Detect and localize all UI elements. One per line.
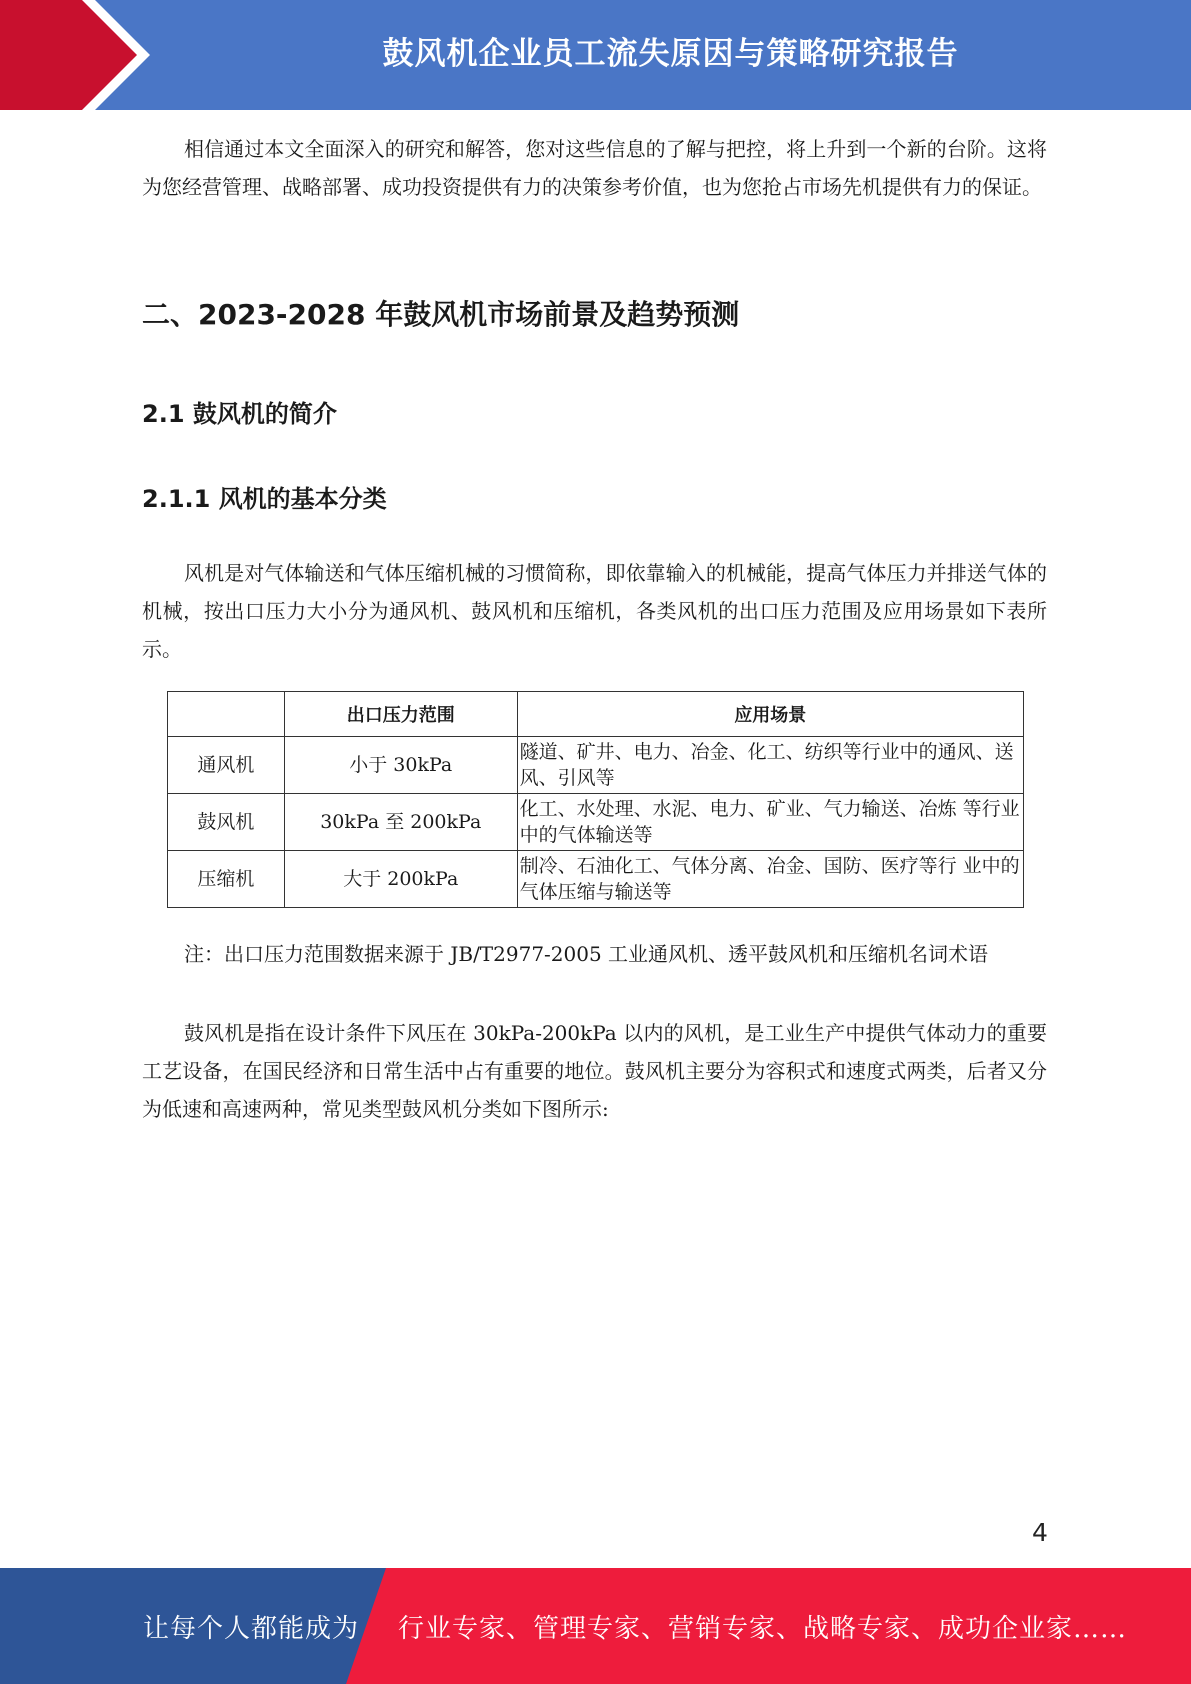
fan-type-cell: 鼓风机 xyxy=(168,794,285,851)
header-banner xyxy=(0,0,1191,110)
page-number: 4 xyxy=(1032,1518,1048,1547)
pressure-range-cell: 30kPa 至 200kPa xyxy=(284,794,517,851)
table-note: 注：出口压力范围数据来源于 JB/T2977-2005 工业通风机、透平鼓风机和压缩机名词术语 xyxy=(184,942,989,966)
footer-slogan-left: 让每个人都能成为 xyxy=(143,1613,360,1644)
fan-classification-table xyxy=(167,691,1024,908)
footer-slogan-right: 行业专家、管理专家、营销专家、战略专家、成功企业家…… xyxy=(398,1613,1128,1644)
header-arrow-decoration xyxy=(0,0,160,110)
table-row xyxy=(168,794,1024,851)
table-header-row xyxy=(168,692,1024,737)
intro-paragraph: 相信通过本文全面深入的研究和解答，您对这些信息的了解与把控，将上升到一个新的台阶。这将为您经营管理、战略部署、成功投资提供有力的决策参考价值，也为您抢占市场先机提供有力的保证。 xyxy=(142,137,1047,199)
classification-paragraph: 风机是对气体输送和气体压缩机械的习惯简称，即依靠输入的机械能，提高气体压力并排送气体的机械，按出口压力大小分为通风机、鼓风机和压缩机，各类风机的出口压力范围及应用场景如下表所示。 xyxy=(142,561,1047,661)
report-title: 鼓风机企业员工流失原因与策略研究报告 xyxy=(382,35,959,72)
section-title: 二、2023-2028 年鼓风机市场前景及趋势预测 xyxy=(142,298,740,331)
subsubsection-title: 2.1.1 风机的基本分类 xyxy=(142,485,387,513)
table-header-cell: 出口压力范围 xyxy=(284,692,517,737)
pressure-range-cell: 小于 30kPa xyxy=(284,737,517,794)
subsection-title: 2.1 鼓风机的简介 xyxy=(142,400,337,428)
blower-paragraph: 鼓风机是指在设计条件下风压在 30kPa-200kPa 以内的风机，是工业生产中提供气体动力的重要工艺设备，在国民经济和日常生活中占有重要的地位。鼓风机主要分为容积式和速度式两类，后者又分为低速和高速两种，常见类型鼓风机分类如下图所示: xyxy=(142,1021,1047,1121)
pressure-range-cell: 大于 200kPa xyxy=(284,851,517,908)
table-row xyxy=(168,851,1024,908)
fan-type-cell: 压缩机 xyxy=(168,851,285,908)
application-cell: 制冷、石油化工、气体分离、冶金、国防、医疗等行 业中的气体压缩与输送等 xyxy=(517,851,1023,908)
footer-banner xyxy=(0,1568,1191,1684)
application-cell: 隧道、矿井、电力、冶金、化工、纺织等行业中的通风、送风、引风等 xyxy=(517,737,1023,794)
application-cell: 化工、水处理、水泥、电力、矿业、气力输送、冶炼 等行业中的气体输送等 xyxy=(517,794,1023,851)
table-header-cell: 应用场景 xyxy=(517,692,1023,737)
table-header-cell xyxy=(168,692,285,737)
table-row xyxy=(168,737,1024,794)
fan-type-cell: 通风机 xyxy=(168,737,285,794)
